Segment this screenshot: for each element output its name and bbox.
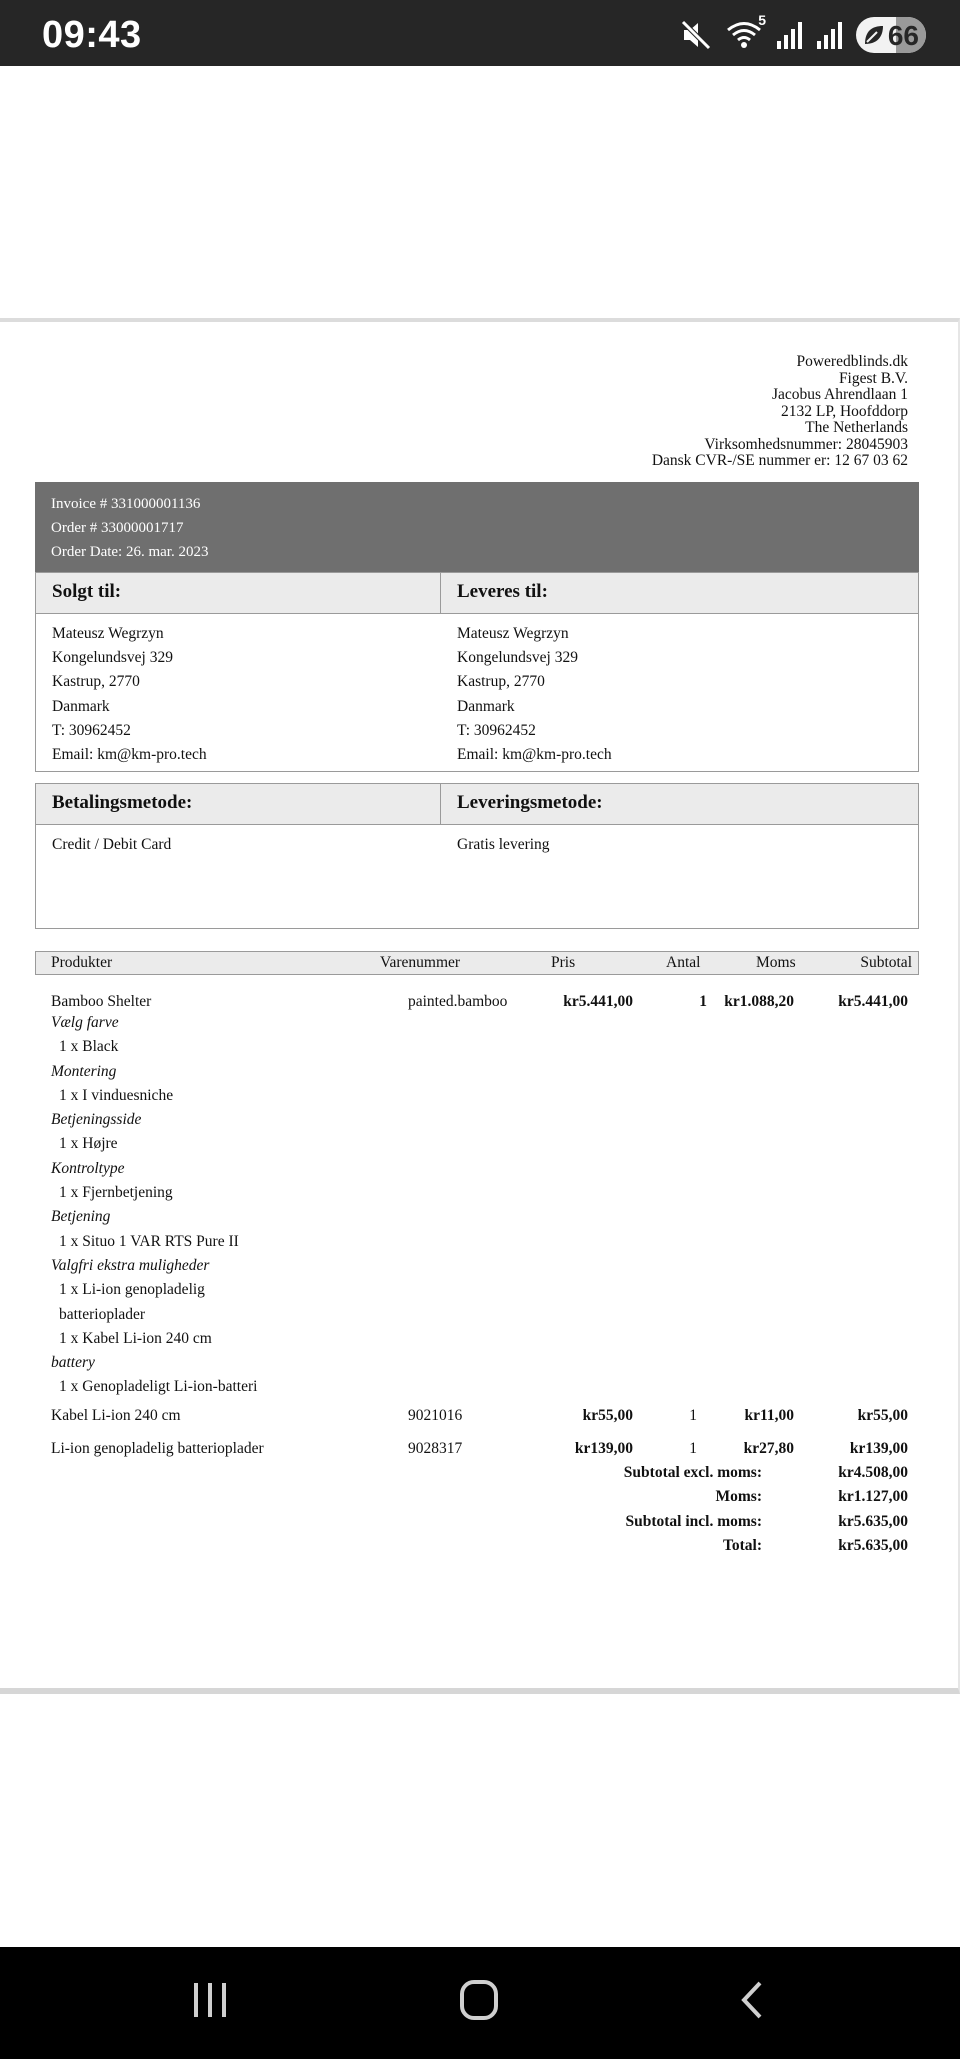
totals-label: Subtotal incl. moms: [625, 1512, 762, 1530]
company-line: 2132 LP, Hoofddorp [780, 402, 908, 420]
option-label: Montering [51, 1062, 117, 1080]
order-date: Order Date: 26. mar. 2023 [51, 544, 209, 560]
payment-title: Betalingsmetode: [36, 784, 441, 824]
invoice-number: Invoice # 331000001136 [51, 496, 201, 512]
item-tax: kr11,00 [744, 1407, 794, 1424]
status-icons [680, 12, 926, 52]
col-price: Pris [551, 954, 576, 971]
address-line: T: 30962452 [457, 721, 536, 739]
company-line: Jacobus Ahrendlaan 1 [771, 386, 908, 403]
totals-label: Moms: [715, 1488, 762, 1506]
company-line: The Netherlands [805, 419, 908, 436]
company-line: Virksomhedsnummer: 28045903 [704, 435, 908, 453]
signal-icon [816, 21, 842, 49]
address-line: Kongelundsvej 329 [52, 649, 173, 667]
address-line: Kongelundsvej 329 [457, 649, 578, 667]
wifi-icon [726, 12, 766, 50]
item-price: kr55,00 [582, 1407, 633, 1424]
status-bar [0, 0, 960, 66]
item-tax: kr1.088,20 [724, 993, 794, 1010]
battery-level: 66 [887, 20, 919, 51]
wifi-badge: 5 [758, 12, 766, 28]
address-line: Email: km@km-pro.tech [52, 746, 207, 764]
option-value: 1 x Højre [59, 1135, 118, 1153]
products-header [35, 951, 919, 975]
address-line: Danmark [457, 697, 515, 715]
item-tax: kr27,80 [743, 1440, 794, 1457]
company-line: Figest B.V. [838, 369, 908, 387]
sold-to-title: Solgt til: [36, 573, 441, 613]
item-name: Kabel Li-ion 240 cm [51, 1407, 181, 1424]
col-tax: Moms [756, 954, 796, 971]
invoice-page[interactable] [0, 318, 960, 1694]
navigation-bar [0, 1947, 960, 2059]
option-label: battery [51, 1354, 95, 1372]
option-value: 1 x I vinduesniche [59, 1086, 174, 1104]
item-options [51, 1011, 257, 1400]
address-line: Kastrup, 2770 [457, 673, 545, 691]
company-line: Poweredblinds.dk [796, 353, 908, 370]
totals-row [624, 1534, 908, 1558]
address-line: Mateusz Wegrzyn [52, 625, 164, 642]
address-line: Kastrup, 2770 [52, 673, 140, 691]
totals-row [624, 1461, 908, 1485]
shipping-title: Leveringsmetode: [457, 792, 603, 813]
status-time: 09:43 [42, 14, 142, 56]
totals-value: kr1.127,00 [838, 1488, 908, 1506]
item-name: Bamboo Shelter [51, 993, 152, 1010]
address-line: Email: km@km-pro.tech [457, 746, 612, 764]
company-address [652, 354, 908, 470]
item-sku: painted.bamboo [408, 993, 508, 1010]
address-line: T: 30962452 [52, 721, 131, 739]
option-value: 1 x Fjernbetjening [59, 1184, 173, 1202]
option-label: Kontroltype [51, 1159, 125, 1177]
item-sku: 9021016 [408, 1407, 463, 1424]
option-label: Valgfri ekstra muligheder [51, 1256, 210, 1274]
item-qty: 1 [689, 1440, 697, 1457]
back-icon[interactable] [732, 1977, 772, 2032]
item-name: Li-ion genopladelig batterioplader [51, 1440, 264, 1457]
recents-icon[interactable] [190, 1977, 230, 2032]
totals-value: kr5.635,00 [838, 1512, 908, 1530]
item-subtotal: kr55,00 [857, 1407, 908, 1424]
order-number: Order # 33000001717 [51, 520, 184, 536]
totals-row [624, 1510, 908, 1534]
payment-method: Credit / Debit Card [52, 836, 172, 853]
option-value: batterioplader [59, 1305, 146, 1323]
totals-label: Subtotal excl. moms: [623, 1464, 762, 1481]
home-icon[interactable] [458, 1977, 502, 2032]
totals-value: kr5.635,00 [838, 1536, 908, 1554]
item-subtotal: kr5.441,00 [838, 993, 908, 1010]
option-value: 1 x Black [59, 1038, 119, 1056]
option-label: Betjeningsside [51, 1111, 142, 1129]
mute-icon [680, 19, 712, 51]
option-value: 1 x Genopladeligt Li-ion-batteri [59, 1378, 258, 1396]
item-subtotal: kr139,00 [849, 1440, 908, 1457]
option-label: Betjening [51, 1208, 111, 1226]
ship-to-title: Leveres til: [457, 581, 548, 602]
item-qty: 1 [699, 993, 707, 1010]
col-sku: Varenummer [380, 954, 461, 971]
company-line: Dansk CVR-/SE nummer er: 12 67 03 62 [651, 452, 908, 469]
address-line: Mateusz Wegrzyn [457, 625, 569, 642]
signal-icon [776, 21, 802, 49]
item-qty: 1 [689, 1407, 697, 1424]
col-subtotal: Subtotal [860, 954, 912, 971]
item-price: kr5.441,00 [563, 993, 633, 1010]
invoice-header [35, 482, 919, 572]
sold-to-address [36, 614, 441, 775]
option-value: 1 x Li-ion genopladelig [59, 1281, 205, 1299]
option-value: 1 x Kabel Li-ion 240 cm [59, 1329, 212, 1347]
totals-value: kr4.508,00 [838, 1464, 908, 1481]
option-value: 1 x Situo 1 VAR RTS Pure II [59, 1232, 239, 1250]
address-box [35, 572, 919, 772]
method-box [35, 783, 919, 929]
totals-label: Total: [722, 1536, 762, 1554]
shipping-method: Gratis levering [457, 836, 550, 853]
col-qty: Antal [666, 954, 701, 971]
address-line: Danmark [52, 697, 110, 715]
ship-to-address [441, 614, 628, 775]
totals-block [624, 1461, 908, 1558]
item-sku: 9028317 [408, 1440, 463, 1457]
leaf-icon [862, 23, 886, 47]
col-product: Produkter [51, 954, 113, 971]
battery-indicator [856, 17, 926, 53]
option-label: Vælg farve [51, 1014, 119, 1031]
totals-row [624, 1485, 908, 1509]
item-price: kr139,00 [574, 1440, 633, 1457]
